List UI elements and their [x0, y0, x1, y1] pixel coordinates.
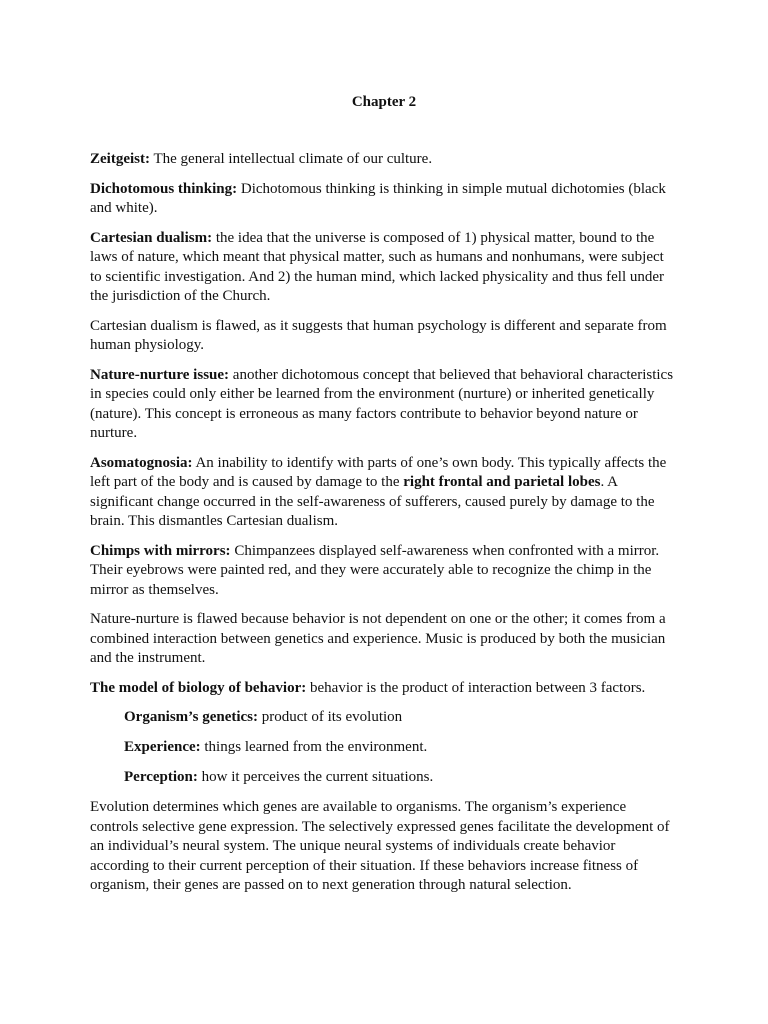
factor-experience	[90, 738, 678, 758]
paragraph-asomatognosia	[90, 454, 678, 532]
paragraph-zeitgeist	[90, 150, 678, 170]
paragraph-text: how it perceives the current situations.	[197, 769, 434, 785]
term-label: The model of biology of behavior:	[90, 679, 307, 696]
paragraph-text: the idea that the universe is composed of 1) physical matter, bound to the laws of nature, which meant that physical matter, such as humans and nonhumans, were subject to scientific investigation. And 2) the human mind, which lacked physicality and thus fell under the jurisdiction of the Church.	[90, 229, 665, 304]
paragraph-text: Evolution determines which genes are available to organisms. The organism’s experience controls selective gene expression. The selectively expressed genes facilitate the development of an individual’s neural system. The unique neural systems of individuals create behavior according to their current perception of their situation. If these behaviors increase fitness of organism, their genes are passed on to next generation through natural selection.	[90, 799, 670, 893]
paragraph-text: Cartesian dualism is flawed, as it suggests that human psychology is different and separate from human physiology.	[90, 317, 667, 353]
term-label: Organism’s genetics:	[124, 709, 259, 725]
factor-genetics	[90, 708, 678, 728]
paragraph-text-after: . A significant change occurred in the self-awareness of sufferers, caused purely by damage to the brain. This dismantles Cartesian dualism.	[90, 474, 655, 529]
paragraph-cartesian-flawed	[90, 317, 678, 356]
paragraph-dichotomous-thinking	[90, 180, 678, 219]
paragraph-text: things learned from the environment.	[200, 739, 428, 755]
paragraph-text: another dichotomous concept that believed that behavioral characteristics in species could only either be learned from the environment (nurture) or inherited genetically (nature). This concept is erroneous as many factors contribute to behavior beyond nature or nurture.	[90, 366, 674, 441]
term-label: Dichotomous thinking:	[90, 180, 238, 197]
paragraph-text: An inability to identify with parts of one’s own body. This typically affects the left part of the body and is caused by damage to the	[90, 454, 667, 490]
term-label: Zeitgeist:	[90, 151, 150, 167]
emphasis-text: right frontal and parietal lobes	[403, 474, 601, 490]
paragraph-evolution	[90, 798, 678, 896]
term-label: Cartesian dualism:	[90, 229, 213, 246]
paragraph-nature-nurture-issue	[90, 366, 678, 444]
term-label: Chimps with mirrors:	[90, 542, 231, 559]
term-label: Experience:	[124, 739, 201, 755]
term-label: Asomatognosia:	[90, 454, 193, 471]
paragraph-model-of-biology	[90, 679, 678, 699]
term-label: Nature-nurture issue:	[90, 366, 230, 383]
paragraph-cartesian-dualism	[90, 229, 678, 307]
paragraph-text: Chimpanzees displayed self-awareness when confronted with a mirror. Their eyebrows were painted red, and they were accurately able to recognize the chimp in the mirror as themselves.	[90, 542, 660, 598]
paragraph-chimps-with-mirrors	[90, 542, 678, 601]
paragraph-nature-nurture-flawed	[90, 610, 678, 669]
paragraph-text: product of its evolution	[258, 709, 403, 725]
term-label: Perception:	[124, 769, 198, 785]
page-title: Chapter 2	[351, 94, 417, 110]
paragraph-text: The general intellectual climate of our culture.	[149, 151, 433, 167]
paragraph-text: Dichotomous thinking is thinking in simple mutual dichotomies (black and white).	[90, 180, 666, 216]
factor-perception	[90, 768, 678, 788]
paragraph-text: behavior is the product of interaction between 3 factors.	[306, 679, 646, 696]
paragraph-text: Nature-nurture is flawed because behavior is not dependent on one or the other; it comes from a combined interaction between genetics and experience. Music is produced by both the musician and the instrument.	[90, 611, 666, 666]
